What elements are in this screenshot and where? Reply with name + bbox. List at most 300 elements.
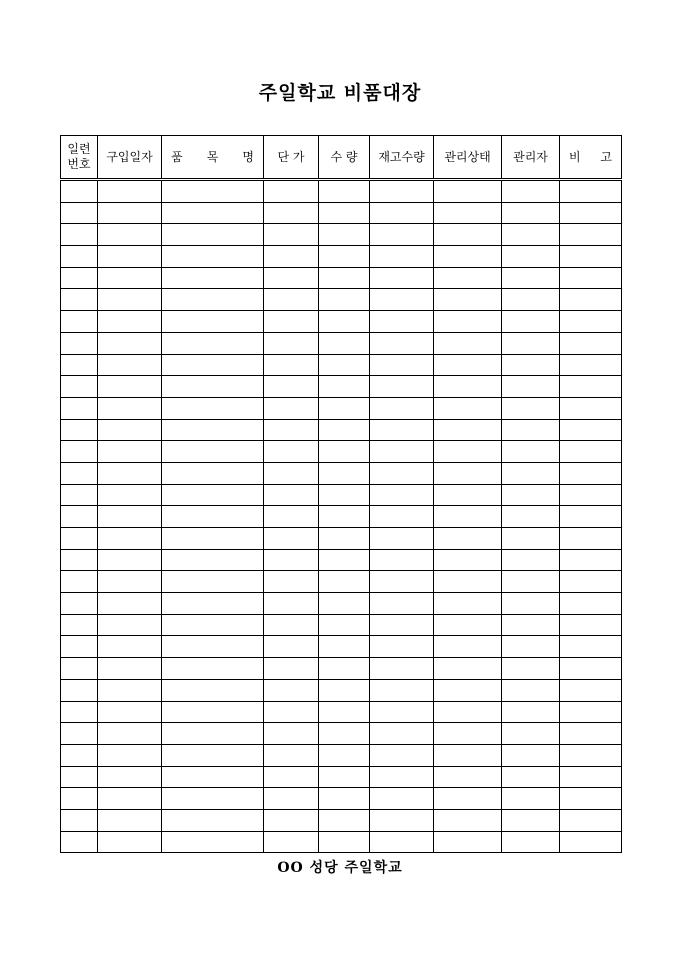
table-cell[interactable]: [162, 636, 264, 658]
table-cell[interactable]: [98, 614, 162, 636]
table-cell[interactable]: [162, 788, 264, 810]
table-cell[interactable]: [319, 180, 370, 203]
table-cell[interactable]: [61, 462, 98, 484]
table-cell[interactable]: [162, 744, 264, 766]
table-cell[interactable]: [370, 831, 434, 853]
table-cell[interactable]: [319, 311, 370, 333]
table-cell[interactable]: [319, 354, 370, 376]
table-cell[interactable]: [502, 246, 560, 268]
table-cell[interactable]: [502, 180, 560, 203]
table-cell[interactable]: [370, 744, 434, 766]
table-cell[interactable]: [264, 809, 319, 831]
table-cell[interactable]: [98, 224, 162, 246]
col-header-condition: [434, 136, 502, 180]
table-cell[interactable]: [264, 246, 319, 268]
table-cell[interactable]: [319, 419, 370, 441]
table-cell[interactable]: [434, 484, 502, 506]
table-cell[interactable]: [560, 528, 622, 550]
table-cell[interactable]: [502, 723, 560, 745]
table-cell[interactable]: [98, 528, 162, 550]
table-cell[interactable]: [264, 506, 319, 528]
table-cell[interactable]: [560, 419, 622, 441]
table-cell[interactable]: [434, 549, 502, 571]
table-cell[interactable]: [162, 528, 264, 550]
table-cell[interactable]: [502, 311, 560, 333]
header-label: 일련: [67, 142, 91, 156]
table-cell[interactable]: [61, 376, 98, 398]
table-cell[interactable]: [434, 788, 502, 810]
table-cell[interactable]: [434, 679, 502, 701]
table-cell[interactable]: [370, 614, 434, 636]
table-cell[interactable]: [434, 202, 502, 224]
table-cell[interactable]: [98, 484, 162, 506]
table-cell[interactable]: [98, 723, 162, 745]
table-cell[interactable]: [61, 397, 98, 419]
table-cell[interactable]: [61, 354, 98, 376]
table-cell[interactable]: [434, 354, 502, 376]
table-cell[interactable]: [370, 593, 434, 615]
table-cell[interactable]: [560, 311, 622, 333]
footer-organization: OO 성당 주일학교: [277, 860, 403, 876]
table-cell[interactable]: [264, 658, 319, 680]
table-cell[interactable]: [434, 246, 502, 268]
table-cell[interactable]: [98, 246, 162, 268]
table-cell[interactable]: [162, 766, 264, 788]
header-label: 재고수량: [378, 149, 425, 164]
table-cell[interactable]: [61, 679, 98, 701]
table-cell[interactable]: [502, 744, 560, 766]
table-cell[interactable]: [162, 723, 264, 745]
header-row: [61, 136, 622, 180]
table-cell[interactable]: [61, 766, 98, 788]
table-cell[interactable]: [434, 376, 502, 398]
table-cell[interactable]: [264, 701, 319, 723]
table-row: [61, 701, 622, 723]
table-cell[interactable]: [502, 267, 560, 289]
table-cell[interactable]: [61, 311, 98, 333]
table-cell[interactable]: [560, 831, 622, 853]
table-cell[interactable]: [162, 658, 264, 680]
table-cell[interactable]: [370, 462, 434, 484]
table-cell[interactable]: [162, 614, 264, 636]
table-cell[interactable]: [162, 831, 264, 853]
table-cell[interactable]: [264, 354, 319, 376]
table-cell[interactable]: [560, 484, 622, 506]
table-cell[interactable]: [319, 462, 370, 484]
table-cell[interactable]: [502, 462, 560, 484]
table-cell[interactable]: [370, 528, 434, 550]
table-cell[interactable]: [434, 332, 502, 354]
table-cell[interactable]: [502, 636, 560, 658]
table-cell[interactable]: [319, 376, 370, 398]
table-cell[interactable]: [560, 593, 622, 615]
table-cell[interactable]: [162, 506, 264, 528]
table-cell[interactable]: [502, 202, 560, 224]
table-cell[interactable]: [98, 462, 162, 484]
table-cell[interactable]: [434, 462, 502, 484]
col-header-stock-quantity: [370, 136, 434, 180]
table-cell[interactable]: [434, 397, 502, 419]
table-cell[interactable]: [319, 289, 370, 311]
table-cell[interactable]: [264, 679, 319, 701]
table-cell[interactable]: [560, 289, 622, 311]
table-cell[interactable]: [502, 441, 560, 463]
table-cell[interactable]: [264, 311, 319, 333]
table-cell[interactable]: [319, 549, 370, 571]
table-cell[interactable]: [434, 701, 502, 723]
table-cell[interactable]: [61, 267, 98, 289]
table-cell[interactable]: [560, 679, 622, 701]
table-cell[interactable]: [264, 224, 319, 246]
table-cell[interactable]: [264, 528, 319, 550]
table-cell[interactable]: [162, 679, 264, 701]
table-cell[interactable]: [370, 571, 434, 593]
table-cell[interactable]: [319, 658, 370, 680]
table-cell[interactable]: [319, 593, 370, 615]
table-row: [61, 549, 622, 571]
table-cell[interactable]: [370, 397, 434, 419]
table-cell[interactable]: [61, 636, 98, 658]
table-cell[interactable]: [434, 289, 502, 311]
table-cell[interactable]: [560, 744, 622, 766]
table-cell[interactable]: [560, 614, 622, 636]
table-cell[interactable]: [560, 202, 622, 224]
table-cell[interactable]: [264, 180, 319, 203]
table-cell[interactable]: [162, 549, 264, 571]
table-cell[interactable]: [502, 376, 560, 398]
table-cell[interactable]: [434, 723, 502, 745]
table-cell[interactable]: [98, 311, 162, 333]
table-cell[interactable]: [264, 593, 319, 615]
table-cell[interactable]: [98, 267, 162, 289]
table-cell[interactable]: [502, 614, 560, 636]
table-cell[interactable]: [434, 224, 502, 246]
table-cell[interactable]: [560, 332, 622, 354]
table-cell[interactable]: [370, 419, 434, 441]
table-cell[interactable]: [98, 809, 162, 831]
table-cell[interactable]: [98, 701, 162, 723]
table-cell[interactable]: [61, 180, 98, 203]
table-row: [61, 571, 622, 593]
table-cell[interactable]: [560, 636, 622, 658]
table-cell[interactable]: [434, 658, 502, 680]
table-cell[interactable]: [264, 723, 319, 745]
table-cell[interactable]: [502, 788, 560, 810]
table-cell[interactable]: [502, 528, 560, 550]
table-cell[interactable]: [502, 224, 560, 246]
table-cell[interactable]: [370, 506, 434, 528]
table-cell[interactable]: [162, 462, 264, 484]
table-cell[interactable]: [560, 658, 622, 680]
table-cell[interactable]: [319, 831, 370, 853]
table-cell[interactable]: [502, 679, 560, 701]
table-cell[interactable]: [61, 419, 98, 441]
table-cell[interactable]: [319, 636, 370, 658]
table-cell[interactable]: [162, 202, 264, 224]
table-cell[interactable]: [319, 397, 370, 419]
table-cell[interactable]: [61, 202, 98, 224]
table-cell[interactable]: [319, 723, 370, 745]
table-cell[interactable]: [162, 397, 264, 419]
table-cell[interactable]: [98, 658, 162, 680]
table-cell[interactable]: [98, 788, 162, 810]
table-cell[interactable]: [162, 180, 264, 203]
table-cell[interactable]: [98, 593, 162, 615]
table-cell[interactable]: [370, 267, 434, 289]
table-cell[interactable]: [162, 419, 264, 441]
table-cell[interactable]: [98, 744, 162, 766]
table-cell[interactable]: [560, 788, 622, 810]
table-cell[interactable]: [370, 289, 434, 311]
table-cell[interactable]: [560, 376, 622, 398]
table-cell[interactable]: [319, 809, 370, 831]
table-cell[interactable]: [61, 614, 98, 636]
table-row: [61, 788, 622, 810]
table-cell[interactable]: [264, 571, 319, 593]
table-cell[interactable]: [370, 202, 434, 224]
table-cell[interactable]: [434, 571, 502, 593]
table-cell[interactable]: [98, 679, 162, 701]
table-cell[interactable]: [370, 224, 434, 246]
table-cell[interactable]: [162, 289, 264, 311]
table-cell[interactable]: [560, 267, 622, 289]
table-cell[interactable]: [434, 809, 502, 831]
table-cell[interactable]: [162, 593, 264, 615]
table-cell[interactable]: [502, 571, 560, 593]
table-cell[interactable]: [61, 701, 98, 723]
table-cell[interactable]: [264, 766, 319, 788]
table-cell[interactable]: [434, 766, 502, 788]
table-cell[interactable]: [502, 484, 560, 506]
table-cell[interactable]: [264, 831, 319, 853]
table-cell[interactable]: [434, 831, 502, 853]
table-cell[interactable]: [502, 289, 560, 311]
table-cell[interactable]: [560, 506, 622, 528]
table-cell[interactable]: [264, 788, 319, 810]
table-cell[interactable]: [370, 636, 434, 658]
table-cell[interactable]: [264, 549, 319, 571]
table-cell[interactable]: [61, 723, 98, 745]
table-cell[interactable]: [264, 397, 319, 419]
table-cell[interactable]: [319, 332, 370, 354]
table-cell[interactable]: [560, 441, 622, 463]
table-cell[interactable]: [370, 701, 434, 723]
table-cell[interactable]: [502, 506, 560, 528]
table-cell[interactable]: [98, 549, 162, 571]
table-cell[interactable]: [98, 180, 162, 203]
table-cell[interactable]: [264, 332, 319, 354]
table-cell[interactable]: [434, 744, 502, 766]
table-cell[interactable]: [370, 484, 434, 506]
table-cell[interactable]: [370, 311, 434, 333]
table-cell[interactable]: [61, 831, 98, 853]
table-cell[interactable]: [264, 614, 319, 636]
table-cell[interactable]: [319, 744, 370, 766]
table-cell[interactable]: [319, 506, 370, 528]
table-cell[interactable]: [370, 376, 434, 398]
table-cell[interactable]: [502, 831, 560, 853]
header-label: 구입일자: [106, 149, 153, 164]
table-cell[interactable]: [319, 224, 370, 246]
table-cell[interactable]: [319, 701, 370, 723]
table-cell[interactable]: [434, 614, 502, 636]
table-cell[interactable]: [61, 593, 98, 615]
table-cell[interactable]: [264, 202, 319, 224]
table-cell[interactable]: [560, 701, 622, 723]
table-cell[interactable]: [560, 180, 622, 203]
table-cell[interactable]: [319, 441, 370, 463]
table-cell[interactable]: [502, 397, 560, 419]
table-cell[interactable]: [502, 809, 560, 831]
table-cell[interactable]: [61, 571, 98, 593]
table-cell[interactable]: [560, 549, 622, 571]
table-cell[interactable]: [61, 441, 98, 463]
table-cell[interactable]: [319, 246, 370, 268]
table-cell[interactable]: [319, 679, 370, 701]
table-cell[interactable]: [434, 311, 502, 333]
table-cell[interactable]: [502, 766, 560, 788]
table-cell[interactable]: [264, 462, 319, 484]
table-cell[interactable]: [370, 809, 434, 831]
table-cell[interactable]: [370, 354, 434, 376]
table-row: [61, 658, 622, 680]
table-cell[interactable]: [162, 809, 264, 831]
table-cell[interactable]: [61, 484, 98, 506]
table-cell[interactable]: [61, 246, 98, 268]
table-cell[interactable]: [98, 354, 162, 376]
table-cell[interactable]: [370, 658, 434, 680]
table-cell[interactable]: [98, 289, 162, 311]
table-row: [61, 528, 622, 550]
table-cell[interactable]: [98, 636, 162, 658]
table-cell[interactable]: [162, 224, 264, 246]
table-cell[interactable]: [319, 528, 370, 550]
table-cell[interactable]: [434, 419, 502, 441]
table-cell[interactable]: [560, 246, 622, 268]
table-cell[interactable]: [434, 528, 502, 550]
table-cell[interactable]: [434, 506, 502, 528]
table-cell[interactable]: [61, 549, 98, 571]
table-cell[interactable]: [434, 593, 502, 615]
table-cell[interactable]: [61, 809, 98, 831]
col-header-item-name: [162, 136, 264, 180]
table-cell[interactable]: [61, 788, 98, 810]
table-cell[interactable]: [560, 571, 622, 593]
table-cell[interactable]: [560, 766, 622, 788]
table-cell[interactable]: [319, 614, 370, 636]
table-cell[interactable]: [61, 744, 98, 766]
table-cell[interactable]: [98, 571, 162, 593]
table-cell[interactable]: [61, 506, 98, 528]
table-cell[interactable]: [370, 679, 434, 701]
table-cell[interactable]: [162, 376, 264, 398]
table-cell[interactable]: [560, 397, 622, 419]
table-cell[interactable]: [434, 441, 502, 463]
table-cell[interactable]: [98, 419, 162, 441]
table-cell[interactable]: [264, 419, 319, 441]
table-cell[interactable]: [264, 376, 319, 398]
table-cell[interactable]: [61, 658, 98, 680]
table-cell[interactable]: [98, 397, 162, 419]
table-row: [61, 267, 622, 289]
table-cell[interactable]: [98, 766, 162, 788]
table-cell[interactable]: [370, 246, 434, 268]
table-cell[interactable]: [264, 484, 319, 506]
table-cell[interactable]: [162, 571, 264, 593]
table-cell[interactable]: [370, 549, 434, 571]
table-cell[interactable]: [502, 549, 560, 571]
table-cell[interactable]: [162, 484, 264, 506]
table-cell[interactable]: [370, 180, 434, 203]
table-cell[interactable]: [319, 267, 370, 289]
table-cell[interactable]: [98, 831, 162, 853]
table-cell[interactable]: [502, 701, 560, 723]
table-cell[interactable]: [370, 441, 434, 463]
table-cell[interactable]: [370, 332, 434, 354]
table-cell[interactable]: [560, 462, 622, 484]
table-cell[interactable]: [162, 701, 264, 723]
table-cell[interactable]: [370, 788, 434, 810]
table-cell[interactable]: [264, 744, 319, 766]
table-cell[interactable]: [162, 246, 264, 268]
table-row: [61, 809, 622, 831]
table-cell[interactable]: [319, 788, 370, 810]
table-cell[interactable]: [319, 202, 370, 224]
table-row: [61, 332, 622, 354]
table-cell[interactable]: [264, 441, 319, 463]
table-cell[interactable]: [98, 376, 162, 398]
table-cell[interactable]: [162, 267, 264, 289]
table-cell[interactable]: [264, 267, 319, 289]
table-cell[interactable]: [434, 180, 502, 203]
table-cell[interactable]: [162, 354, 264, 376]
table-cell[interactable]: [98, 506, 162, 528]
table-cell[interactable]: [319, 571, 370, 593]
table-cell[interactable]: [264, 289, 319, 311]
table-cell[interactable]: [502, 354, 560, 376]
table-cell[interactable]: [560, 224, 622, 246]
table-cell[interactable]: [560, 723, 622, 745]
table-cell[interactable]: [434, 267, 502, 289]
table-cell[interactable]: [560, 809, 622, 831]
col-header-serial-number: [61, 136, 98, 180]
table-cell[interactable]: [98, 202, 162, 224]
table-cell[interactable]: [434, 636, 502, 658]
table-cell[interactable]: [162, 332, 264, 354]
table-cell[interactable]: [502, 419, 560, 441]
table-cell[interactable]: [264, 636, 319, 658]
table-cell[interactable]: [98, 332, 162, 354]
table-cell[interactable]: [162, 311, 264, 333]
table-cell[interactable]: [162, 441, 264, 463]
col-header-remarks: [560, 136, 622, 180]
table-cell[interactable]: [61, 224, 98, 246]
table-cell[interactable]: [370, 766, 434, 788]
table-cell[interactable]: [502, 593, 560, 615]
table-cell[interactable]: [560, 354, 622, 376]
table-cell[interactable]: [98, 441, 162, 463]
table-row: [61, 723, 622, 745]
table-cell[interactable]: [502, 332, 560, 354]
table-cell[interactable]: [502, 658, 560, 680]
table-cell[interactable]: [61, 528, 98, 550]
table-cell[interactable]: [319, 484, 370, 506]
table-row: [61, 744, 622, 766]
table-cell[interactable]: [61, 332, 98, 354]
table-cell[interactable]: [319, 766, 370, 788]
table-cell[interactable]: [370, 723, 434, 745]
table-cell[interactable]: [61, 289, 98, 311]
